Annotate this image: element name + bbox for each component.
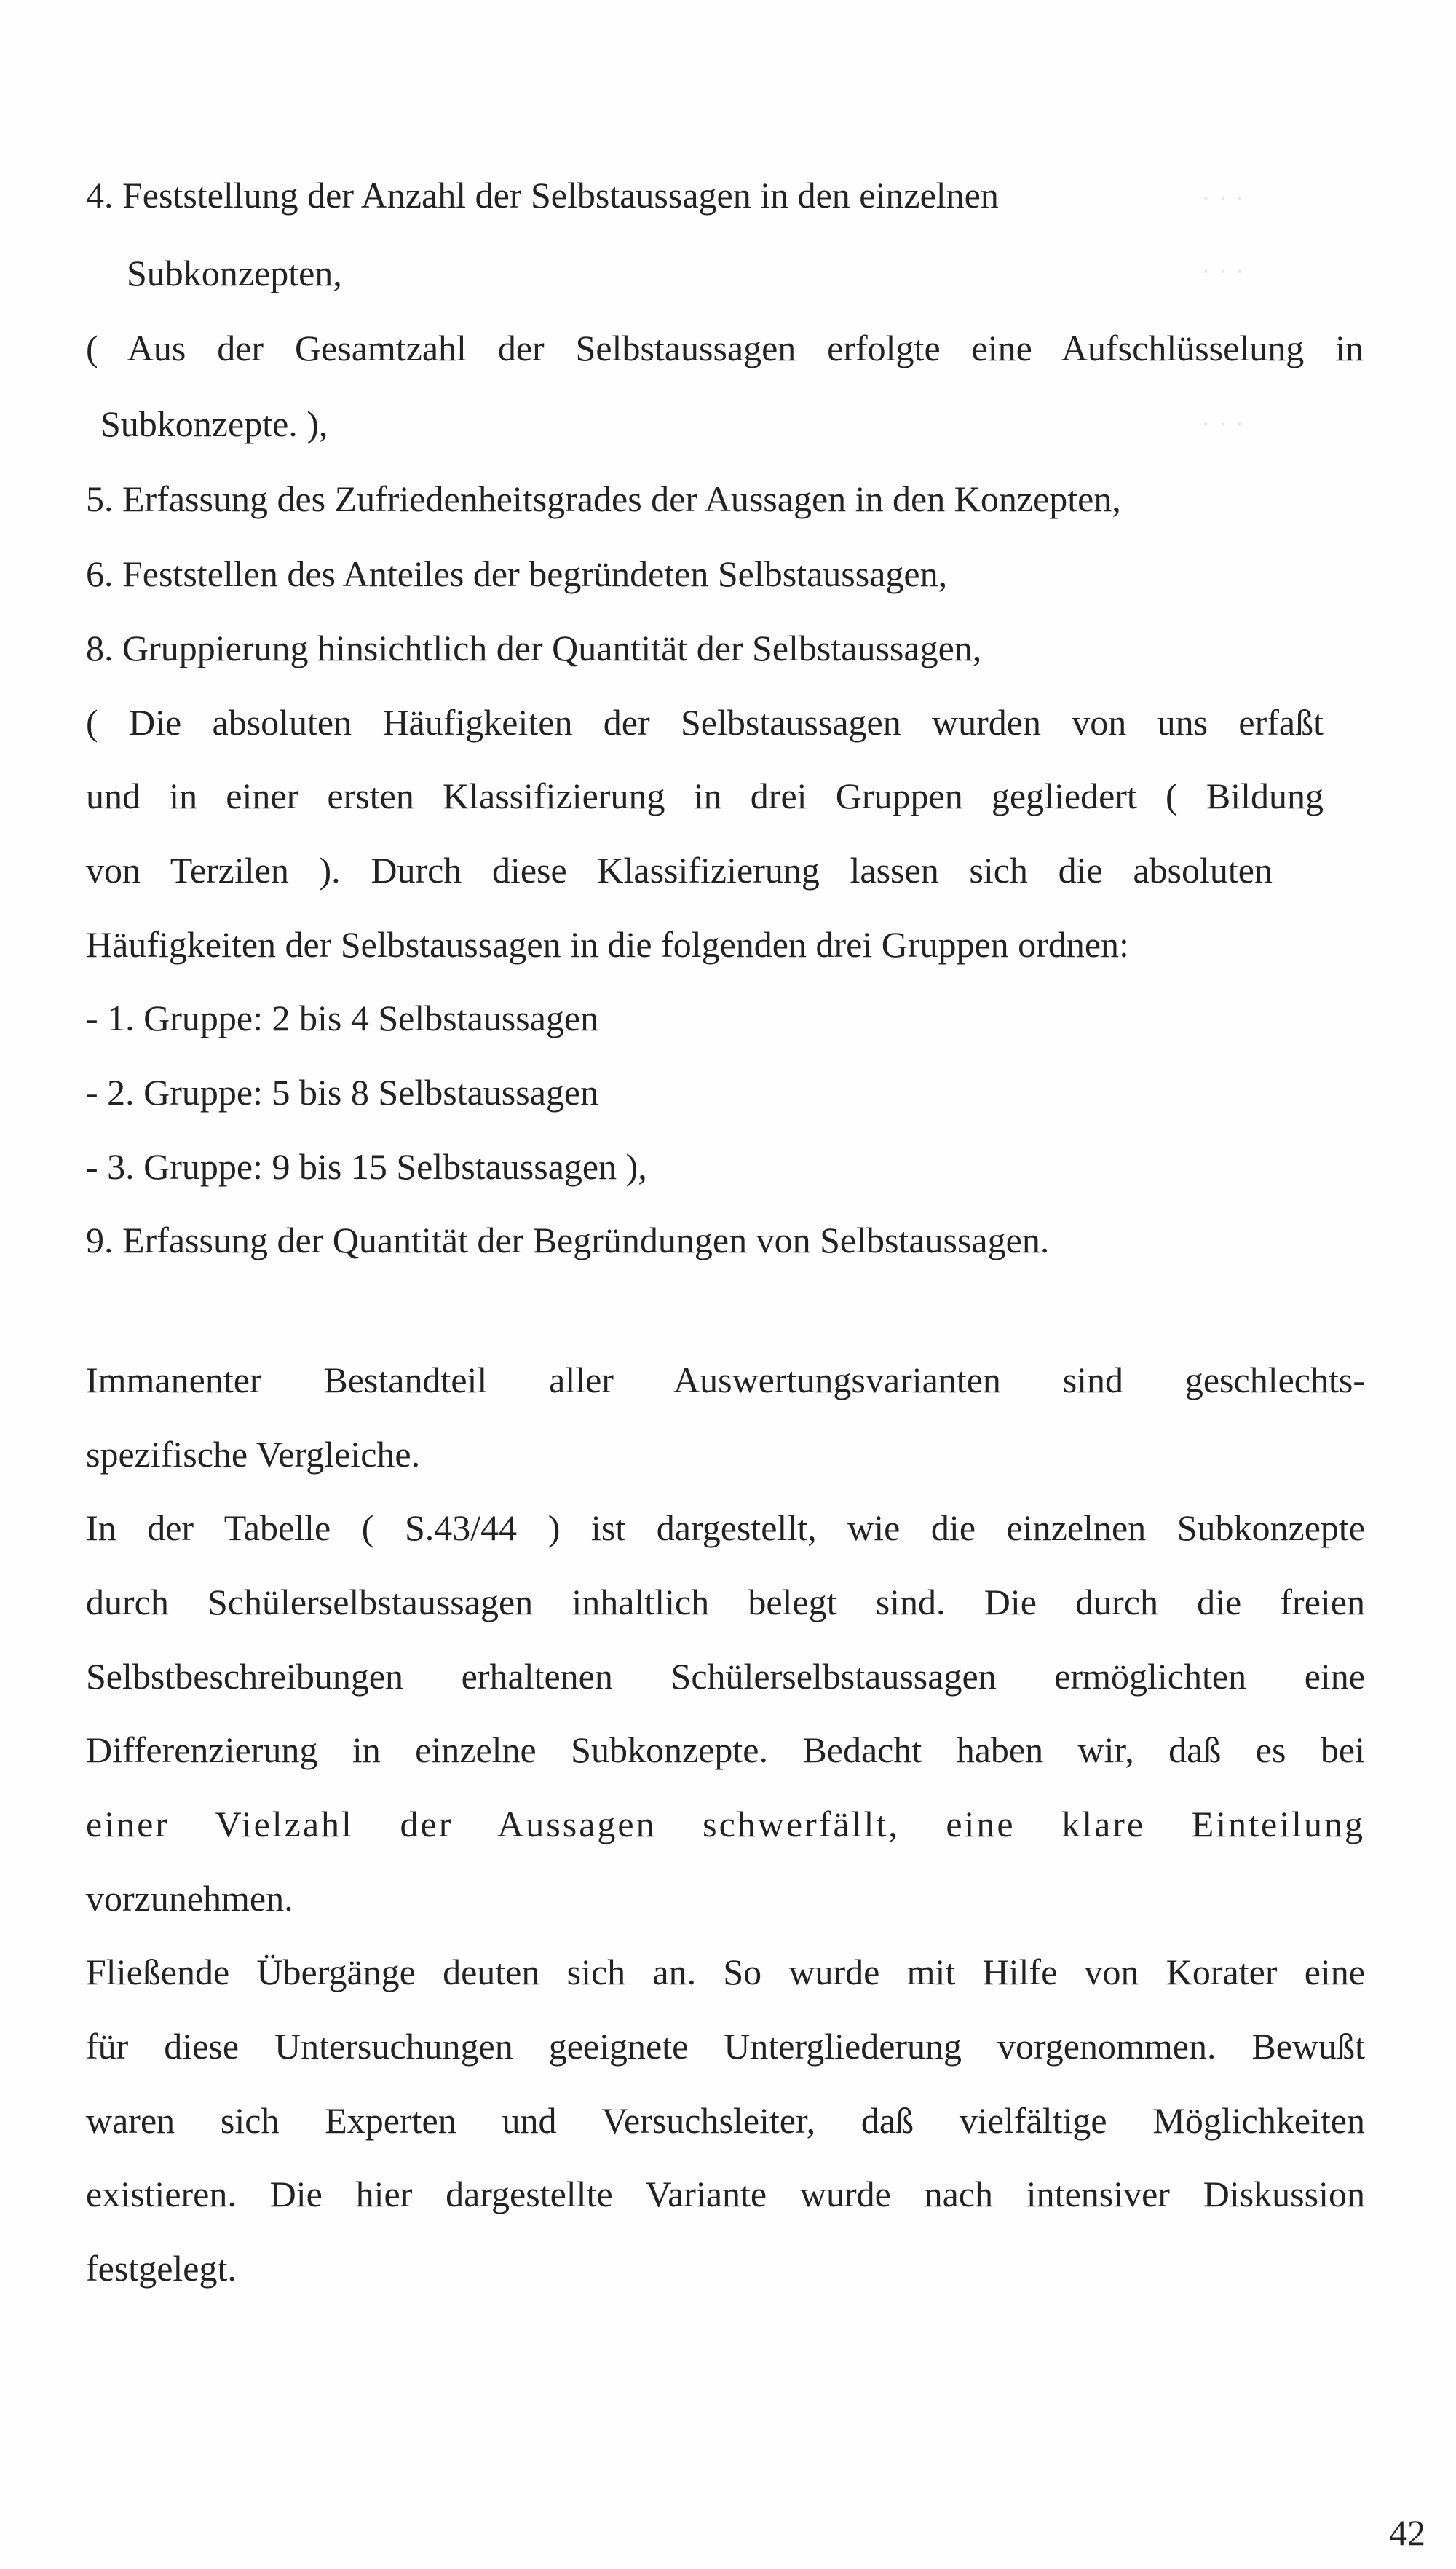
paragraph-1-line-1: Immanenter Bestandteil aller Auswertungsvarianten sind geschlechts-	[86, 1360, 1365, 1400]
paragraph-3-line-4: existieren. Die hier dargestellte Variante wurde nach intensiver Diskussion	[86, 2174, 1365, 2214]
bleed-through-artifact: · · ·	[1201, 255, 1245, 285]
paragraph-1-line-2: spezifische Vergleiche.	[86, 1434, 421, 1475]
list-item-8-note-line-3: von Terzilen ). Durch diese Klassifizierung lassen sich die absoluten	[86, 850, 1273, 891]
paragraph-2-line-3: Selbstbeschreibungen erhaltenen Schülerselbstaussagen ermöglichten eine	[86, 1656, 1365, 1697]
list-item-4-line-2: Subkonzepten,	[127, 253, 342, 293]
list-item-4-note-line-1: ( Aus der Gesamtzahl der Selbstaussagen erfolgte eine Aufschlüsselung in	[86, 328, 1364, 368]
list-item-5: 5. Erfassung des Zufriedenheitsgrades der Aussagen in den Konzepten,	[86, 478, 1121, 519]
paragraph-3-line-3: waren sich Experten und Versuchsleiter, daß vielfältige Möglichkeiten	[86, 2100, 1365, 2141]
group-3: - 3. Gruppe: 9 bis 15 Selbstaussagen ),	[86, 1146, 647, 1187]
paragraph-2-line-1: In der Tabelle ( S.43/44 ) ist dargestellt, wie die einzelnen Subkonzepte	[86, 1507, 1365, 1548]
list-item-4-note-line-2: Subkonzepte. ),	[100, 403, 328, 444]
group-2: - 2. Gruppe: 5 bis 8 Selbstaussagen	[86, 1072, 599, 1113]
paragraph-2-line-4: Differenzierung in einzelne Subkonzepte. Bedacht haben wir, daß es bei	[86, 1729, 1365, 1770]
bleed-through-artifact: · · ·	[1201, 182, 1245, 213]
list-item-9: 9. Erfassung der Quantität der Begründungen von Selbstaussagen.	[86, 1220, 1050, 1260]
group-1: - 1. Gruppe: 2 bis 4 Selbstaussagen	[86, 998, 599, 1038]
page-number: 42	[1389, 2512, 1425, 2553]
list-item-6: 6. Feststellen des Anteiles der begründeten Selbstaussagen,	[86, 553, 948, 594]
bleed-through-artifact: · · ·	[1201, 408, 1245, 438]
paragraph-3-line-1: Fließende Übergänge deuten sich an. So wurde mit Hilfe von Korater eine	[86, 1952, 1365, 1992]
list-item-8: 8. Gruppierung hinsichtlich der Quantität der Selbstaussagen,	[86, 628, 982, 668]
list-item-4-line-1: 4. Feststellung der Anzahl der Selbstaussagen in den einzelnen	[86, 175, 999, 216]
list-item-8-note-line-2: und in einer ersten Klassifizierung in drei Gruppen gegliedert ( Bildung	[86, 776, 1324, 816]
paragraph-2-line-5: einer Vielzahl der Aussagen schwerfällt, eine klare Einteilung	[86, 1804, 1365, 1844]
paragraph-3-line-2: für diese Untersuchungen geeignete Untergliederung vorgenommen. Bewußt	[86, 2026, 1365, 2067]
list-item-8-note-line-4: Häufigkeiten der Selbstaussagen in die folgenden drei Gruppen ordnen:	[86, 924, 1129, 965]
list-item-8-note-line-1: ( Die absoluten Häufigkeiten der Selbstaussagen wurden von uns erfaßt	[86, 702, 1324, 743]
paragraph-2-line-6: vorzunehmen.	[86, 1878, 293, 1919]
paragraph-2-line-2: durch Schülerselbstaussagen inhaltlich belegt sind. Die durch die freien	[86, 1582, 1365, 1622]
paragraph-3-line-5: festgelegt.	[86, 2248, 237, 2289]
